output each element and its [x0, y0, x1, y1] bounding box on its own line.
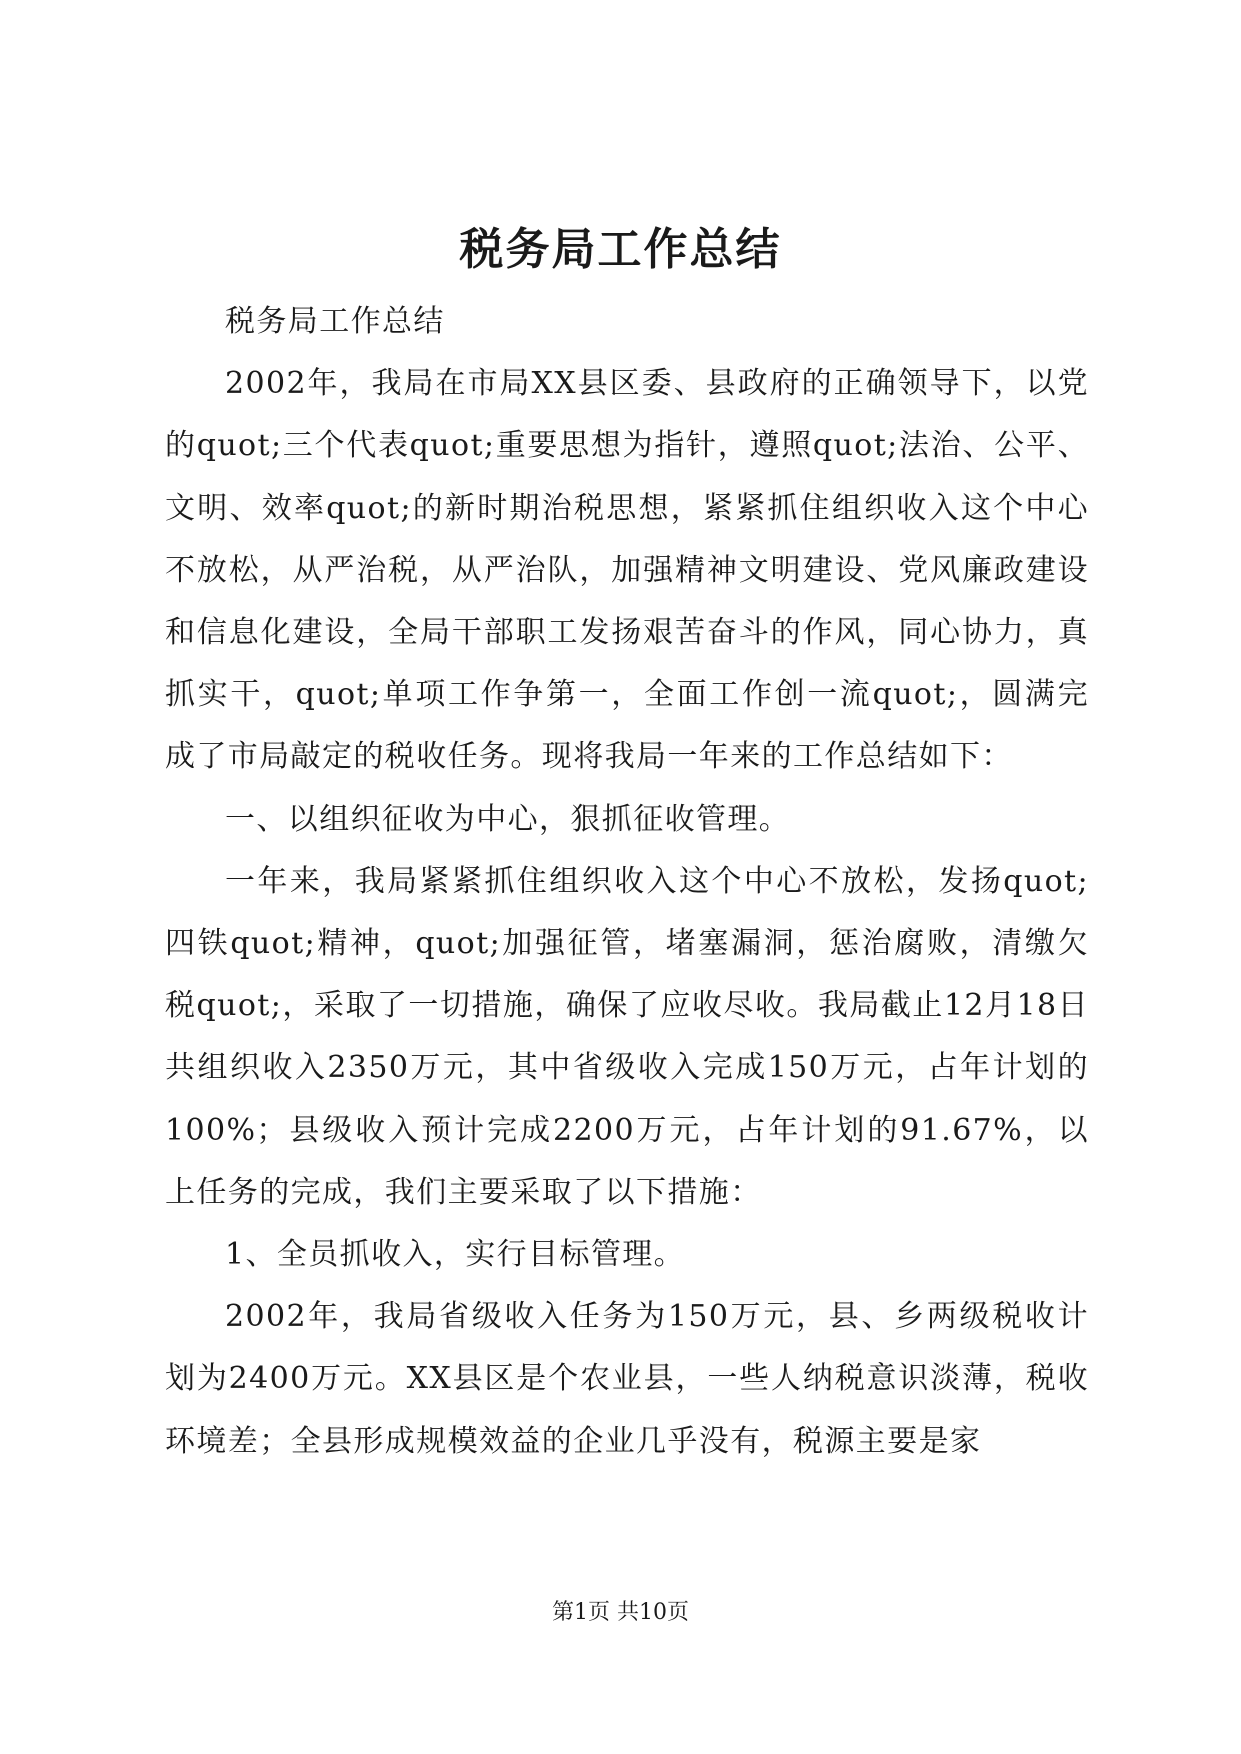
paragraph-subtitle: 税务局工作总结 [225, 304, 445, 339]
document-title: 税务局工作总结 [459, 224, 782, 275]
paragraph-subsection-1: 2002年，我局省级收入任务为150万元，县、乡两级税收计划为2400万元。XX县区是个农业县，一些人纳税意识淡薄，税收环境差；全县形成规模效益的企业几乎没有，税源主要是家 [165, 1299, 1089, 1459]
document-body [165, 291, 1089, 1473]
paragraph-section-1: 一年来，我局紧紧抓住组织收入这个中心不放松，发扬quot;四铁quot;精神，quot;加强征管，堵塞漏洞，惩治腐败，清缴欠税quot;，采取了一切措施，确保了应收尽收。我局截止12月18日共组织收入2350万元，其中省级收入完成150万元，占年计划的100%；县级收入预计完成2200万元，占年计划的91.67%，以上任务的完成，我们主要采取了以下措施： [165, 863, 1089, 1210]
section-heading-1: 一、以组织征收为中心，狠抓征收管理。 [225, 801, 791, 837]
paragraph-intro: 2002年，我局在市局XX县区委、县政府的正确领导下，以党的quot;三个代表quot;重要思想为指针，遵照quot;法治、公平、文明、效率quot;的新时期治税思想，紧紧抓住组织收入这个中心不放松，从严治税，从严治队，加强精神文明建设、党风廉政建设和信息化建设，全局干部职工发扬艰苦奋斗的作风，同心协力，真抓实干，quot;单项工作争第一，全面工作创一流quot;，圆满完成了市局敲定的税收任务。现将我局一年来的工作总结如下： [165, 366, 1089, 775]
subsection-heading-1: 1、全员抓收入，实行目标管理。 [225, 1237, 686, 1273]
page-number-footer: 第1页 共10页 [552, 1600, 689, 1625]
